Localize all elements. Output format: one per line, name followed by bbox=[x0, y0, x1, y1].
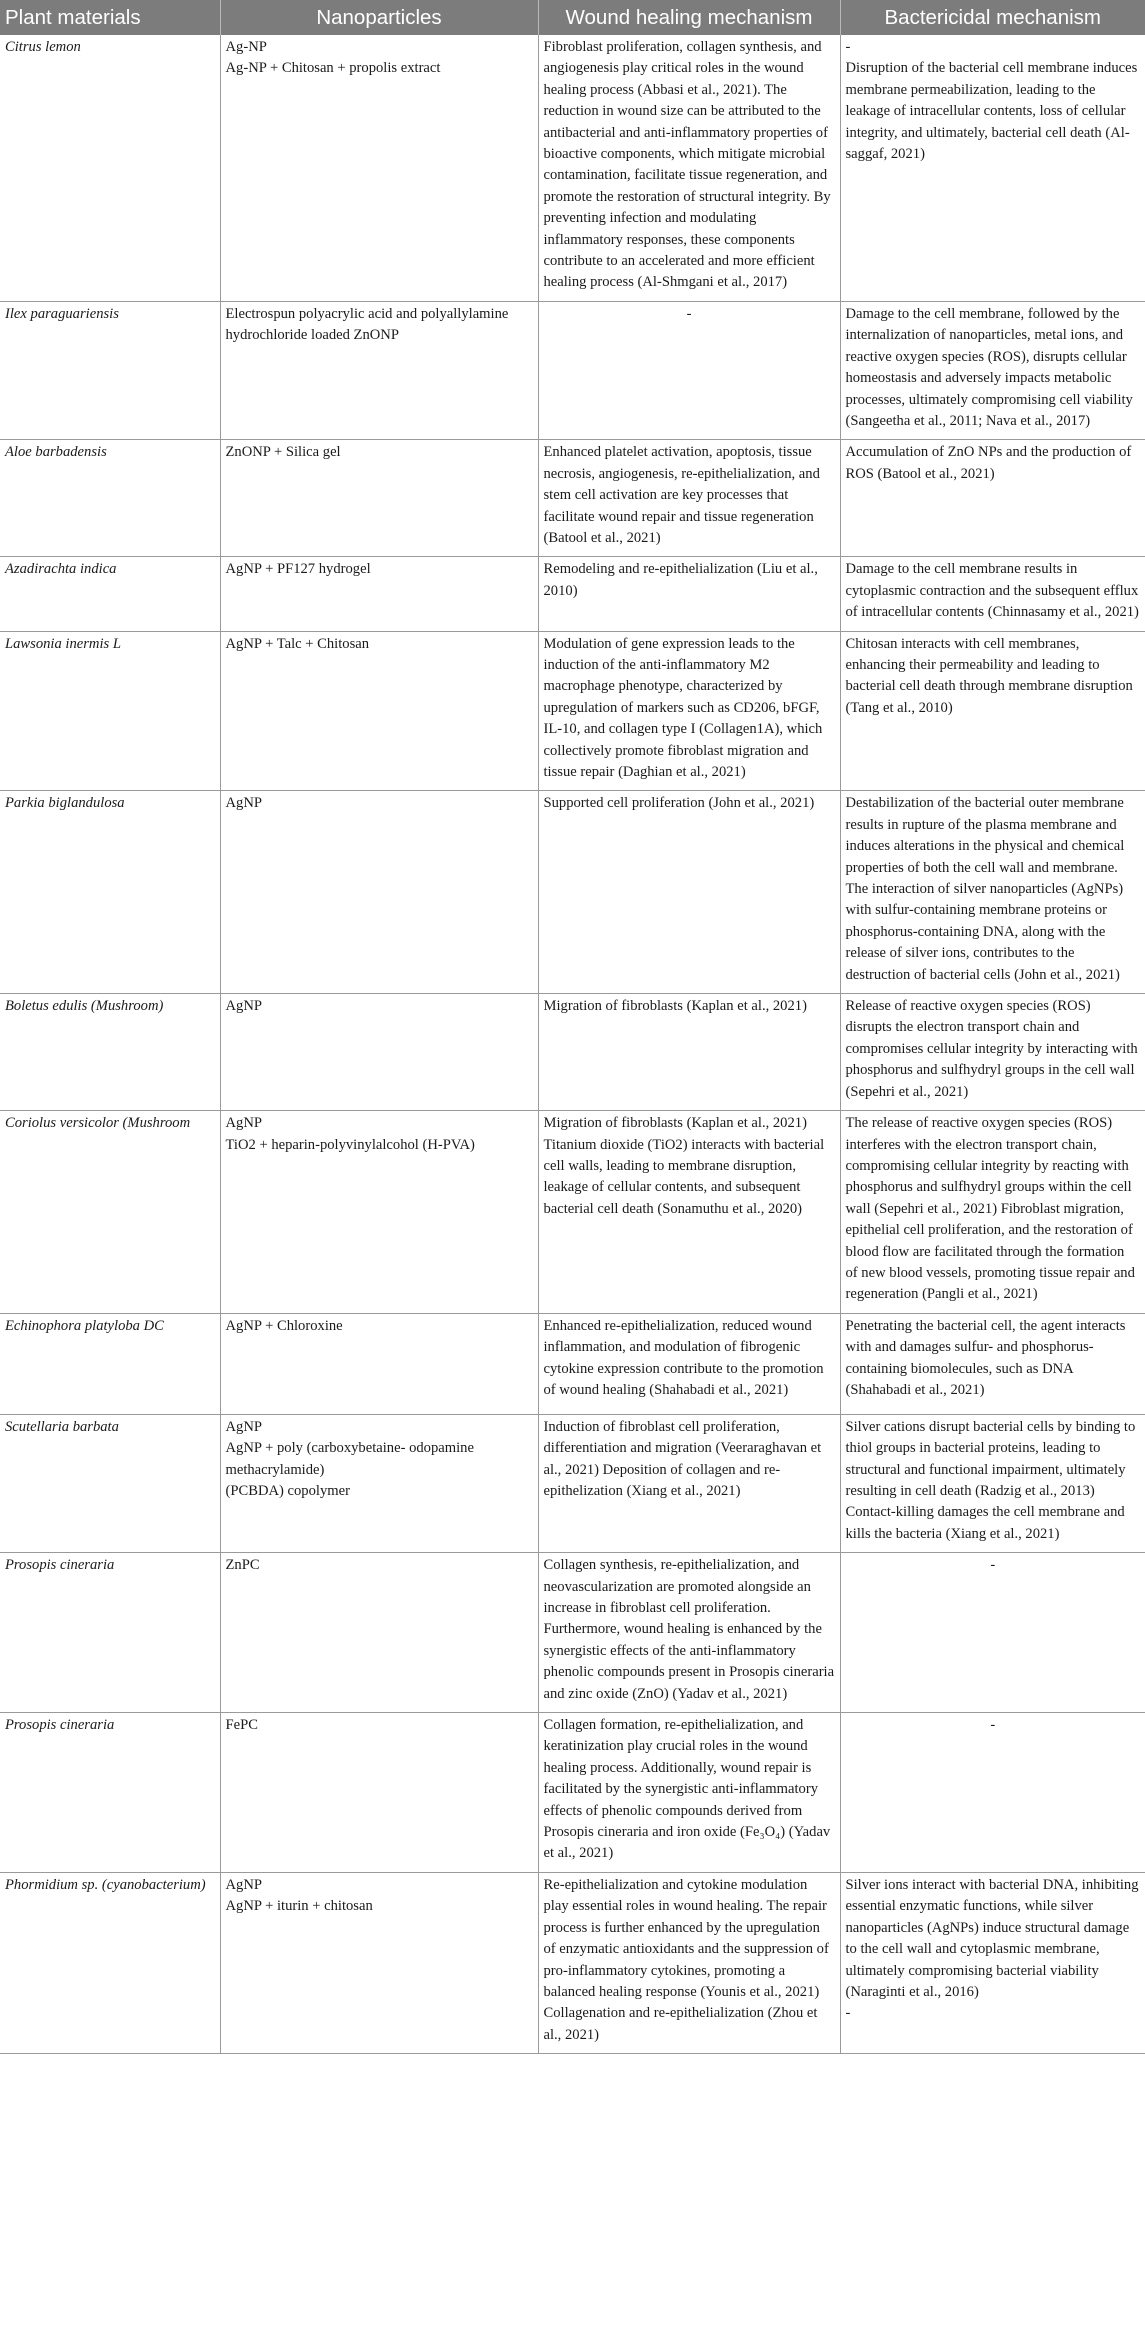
wound-healing-text: Collagen formation, re-epithelialization, and keratinization play crucial roles in the wound healing process. Additionally, wound repair is facilitated by the synergistic anti-inflammatory effects of phenolic compounds derived from Prosopis cineraria and iron oxide (Fe₃O₄) (Yadav et al., 2021) bbox=[543, 1717, 831, 1862]
wound-healing-text: Modulation of gene expression leads to the induction of the anti-inflammatory M2 macrophage phenotype, characterized by upregulation of markers such as CD206, bFGF, IL-10, and collagen type I (Collagen1A), which collectively promote fibroblast migration and tissue repair (Daghian et al., 2021) bbox=[543, 635, 823, 780]
nanoparticle-entry: FePC bbox=[225, 1717, 258, 1734]
cell-nanoparticles bbox=[220, 35, 538, 301]
cell-plant-material: Coriolus versicolor (Mushroom bbox=[0, 1111, 220, 1314]
cell-bactericidal-mechanism bbox=[840, 1313, 1145, 1414]
cell-nanoparticles bbox=[220, 557, 538, 631]
table-row bbox=[0, 1313, 1145, 1414]
nanoparticle-entry: (PCBDA) copolymer bbox=[225, 1482, 350, 1499]
nanoparticle-entry: AgNP + Chloroxine bbox=[225, 1317, 343, 1334]
nanoparticle-entry: Ag-NP bbox=[225, 39, 267, 55]
cell-wound-healing-mechanism bbox=[538, 301, 840, 439]
cell-nanoparticles bbox=[220, 791, 538, 994]
wound-healing-text: Remodeling and re-epithelialization (Liu et al., 2010) bbox=[543, 561, 818, 599]
header-plant-materials: Plant materials bbox=[0, 0, 220, 35]
cell-plant-material: Ilex paraguariensis bbox=[0, 301, 220, 439]
cell-wound-healing-mechanism bbox=[538, 440, 840, 557]
cell-wound-healing-mechanism bbox=[538, 791, 840, 994]
nanoparticle-entry: Ag-NP + Chitosan + propolis extract bbox=[225, 60, 441, 77]
nanoparticle-entry: AgNP bbox=[225, 1876, 262, 1893]
cell-bactericidal-mechanism bbox=[840, 440, 1145, 557]
nanoparticle-entry: ZnONP + Silica gel bbox=[225, 444, 341, 461]
cell-nanoparticles bbox=[220, 1872, 538, 2053]
table-row bbox=[0, 1111, 1145, 1314]
cell-wound-healing-mechanism bbox=[538, 557, 840, 631]
table-row bbox=[0, 1713, 1145, 1873]
cell-nanoparticles bbox=[220, 1414, 538, 1552]
cell-bactericidal-mechanism bbox=[840, 1872, 1145, 2053]
table-row bbox=[0, 631, 1145, 791]
cell-bactericidal-mechanism bbox=[840, 994, 1145, 1111]
cell-bactericidal-mechanism bbox=[840, 1713, 1145, 1873]
bactericidal-entry: - bbox=[845, 39, 851, 55]
header-row bbox=[0, 0, 1145, 35]
bactericidal-entry: Release of reactive oxygen species (ROS) disrupts the electron transport chain and compromises cellular integrity by interacting with phosphorus and sulfhydryl groups in the cell wall (Sepehri et al., 2021) bbox=[845, 998, 1138, 1100]
bactericidal-entry: - bbox=[990, 1557, 996, 1574]
cell-bactericidal-mechanism bbox=[840, 791, 1145, 994]
cell-plant-material: Lawsonia inermis L bbox=[0, 631, 220, 791]
wound-healing-text: Collagen synthesis, re-epithelialization, and neovascularization are promoted alongside an increase in fibroblast cell proliferation. Furthermore, wound healing is enhanced by the synergistic effects of the anti-inflammatory phenolic compounds present in Prosopis cineraria and zinc oxide (ZnO) (Yadav et al., 2021) bbox=[543, 1557, 835, 1702]
bactericidal-entry: Damage to the cell membrane, followed by the internalization of nanoparticles, metal ions, and reactive oxygen species (ROS), disrupts cellular homeostasis and adversely impacts metabolic processes, ultimately compromising cell viability (Sangeetha et al., 2011; Nava et al., 2017) bbox=[845, 305, 1133, 429]
cell-wound-healing-mechanism bbox=[538, 1313, 840, 1414]
table-body bbox=[0, 35, 1145, 2054]
cell-wound-healing-mechanism bbox=[538, 1111, 840, 1314]
bactericidal-entry: Accumulation of ZnO NPs and the production of ROS (Batool et al., 2021) bbox=[845, 444, 1132, 482]
nanoparticle-entry: AgNP + poly (carboxybetaine- odopamine methacrylamide) bbox=[225, 1440, 474, 1478]
cell-wound-healing-mechanism bbox=[538, 1713, 840, 1873]
header-bactericidal-mechanism: Bactericidal mechanism bbox=[840, 0, 1145, 35]
table-row bbox=[0, 1553, 1145, 1713]
cell-wound-healing-mechanism bbox=[538, 35, 840, 301]
bactericidal-entry: Silver cations disrupt bacterial cells by binding to thiol groups in bacterial proteins, leading to structural and functional impairment, ultimately resulting in cell death (Radzig et al., 2013) bbox=[845, 1418, 1136, 1499]
wound-healing-text: Migration of fibroblasts (Kaplan et al., 2021) Titanium dioxide (TiO2) interacts with bacterial cell walls, leading to membrane disruption, leakage of cellular contents, and subsequent bacterial cell death (Sonamuthu et al., 2020) bbox=[543, 1115, 825, 1217]
wound-healing-text: - bbox=[686, 305, 692, 322]
nanoparticle-entry: AgNP bbox=[225, 998, 262, 1015]
table-row bbox=[0, 557, 1145, 631]
cell-plant-material: Parkia biglandulosa bbox=[0, 791, 220, 994]
bactericidal-entry: - bbox=[845, 2005, 851, 2022]
nanoparticle-entry: AgNP + iturin + chitosan bbox=[225, 1898, 373, 1915]
header-nanoparticles: Nanoparticles bbox=[220, 0, 538, 35]
cell-bactericidal-mechanism bbox=[840, 631, 1145, 791]
cell-nanoparticles bbox=[220, 1313, 538, 1414]
cell-bactericidal-mechanism bbox=[840, 557, 1145, 631]
cell-nanoparticles bbox=[220, 631, 538, 791]
cell-wound-healing-mechanism bbox=[538, 1553, 840, 1713]
cell-plant-material: Aloe barbadensis bbox=[0, 440, 220, 557]
nanoparticle-entry: AgNP bbox=[225, 1115, 262, 1132]
bactericidal-entry: Contact-killing damages the cell membrane and kills the bacteria (Xiang et al., 2021) bbox=[845, 1504, 1125, 1542]
cell-bactericidal-mechanism bbox=[840, 301, 1145, 439]
bactericidal-entry: - bbox=[990, 1717, 996, 1734]
nanoparticle-entry: AgNP + PF127 hydrogel bbox=[225, 561, 371, 578]
cell-bactericidal-mechanism bbox=[840, 1111, 1145, 1314]
bactericidal-entry: Disruption of the bacterial cell membrane induces membrane permeabilization, leading to the leakage of intracellular contents, loss of cellular integrity, and ultimately, bacterial cell death (Al-saggaf, 2021) bbox=[845, 60, 1138, 163]
cell-plant-material: Phormidium sp. (cyanobacterium) bbox=[0, 1872, 220, 2053]
cell-plant-material: Prosopis cineraria bbox=[0, 1713, 220, 1873]
table-row bbox=[0, 440, 1145, 557]
cell-bactericidal-mechanism bbox=[840, 35, 1145, 301]
nanoparticle-entry: AgNP bbox=[225, 1418, 262, 1435]
cell-wound-healing-mechanism bbox=[538, 631, 840, 791]
wound-healing-text: Supported cell proliferation (John et al., 2021) bbox=[543, 795, 815, 812]
table-row bbox=[0, 301, 1145, 439]
table-row bbox=[0, 791, 1145, 994]
cell-plant-material: Citrus lemon bbox=[0, 35, 220, 301]
wound-healing-text: Enhanced platelet activation, apoptosis, tissue necrosis, angiogenesis, re-epithelialization, and stem cell activation are key processes that facilitate wound repair and tissue regeneration (Batool et al., 2021) bbox=[543, 444, 820, 546]
bactericidal-entry: Destabilization of the bacterial outer membrane results in rupture of the plasma membrane and induces alterations in the physical and chemical properties of both the cell wall and membrane. The interaction of silver nanoparticles (AgNPs) with sulfur-containing membrane proteins or phosphorus-containing DNA, along with the release of silver ions, contributes to the destruction of bacterial cells (John et al., 2021) bbox=[845, 795, 1125, 983]
cell-wound-healing-mechanism bbox=[538, 994, 840, 1111]
bactericidal-entry: Silver ions interact with bacterial DNA, inhibiting essential enzymatic functions, while silver nanoparticles (AgNPs) induce structural damage to the cell wall and cytoplasmic membrane, ultimately compromising bacterial viability (Naraginti et al., 2016) bbox=[845, 1876, 1139, 2000]
cell-nanoparticles bbox=[220, 440, 538, 557]
cell-wound-healing-mechanism bbox=[538, 1872, 840, 2053]
cell-bactericidal-mechanism bbox=[840, 1414, 1145, 1552]
table-row bbox=[0, 994, 1145, 1111]
bactericidal-entry: Damage to the cell membrane results in cytoplasmic contraction and the subsequent efflux of intracellular contents (Chinnasamy et al., 2021) bbox=[845, 561, 1139, 621]
bactericidal-entry: The release of reactive oxygen species (ROS) interferes with the electron transport chain, compromising cellular integrity by reacting with phosphorus and sulfhydryl groups within the cell wall (Sepehri et al., 2021) Fibroblast migration, epithelial cell proliferation, and the restoration of blood flow are facilitated through the formation of new blood vessels, promoting tissue repair and regeneration (Pangli et al., 2021) bbox=[845, 1115, 1135, 1303]
wound-healing-text: Re-epithelialization and cytokine modulation play essential roles in wound healing. The repair process is further enhanced by the upregulation of enzymatic antioxidants and the suppression of pro-inflammatory cytokines, promoting a balanced healing response (Younis et al., 2021) Collagenation and re-epithelialization (Zhou et al., 2021) bbox=[543, 1876, 829, 2043]
wound-healing-text: Migration of fibroblasts (Kaplan et al., 2021) bbox=[543, 998, 807, 1015]
cell-nanoparticles bbox=[220, 994, 538, 1111]
wound-healing-text: Induction of fibroblast cell proliferation, differentiation and migration (Veeraraghavan et al., 2021) Deposition of collagen and re-epithelization (Xiang et al., 2021) bbox=[543, 1418, 822, 1499]
cell-nanoparticles bbox=[220, 1713, 538, 1873]
cell-plant-material: Boletus edulis (Mushroom) bbox=[0, 994, 220, 1111]
cell-wound-healing-mechanism bbox=[538, 1414, 840, 1552]
bactericidal-entry: Penetrating the bacterial cell, the agent interacts with and damages sulfur- and phosphorus-containing biomolecules, such as DNA (Shahabadi et al., 2021) bbox=[845, 1317, 1126, 1398]
wound-healing-text: Fibroblast proliferation, collagen synthesis, and angiogenesis play critical roles in the wound healing process (Abbasi et al., 2021). The reduction in wound size can be attributed to the antibacterial and anti-inflammatory properties of bioactive components, which mitigate microbial contamination, facilitate tissue regeneration, and promote the restoration of structural integrity. By preventing infection and modulating inflammatory responses, these components contribute to an accelerated and more efficient healing process (Al-Shmgani et al., 2017) bbox=[543, 39, 831, 291]
table-header bbox=[0, 0, 1145, 35]
cell-plant-material: Azadirachta indica bbox=[0, 557, 220, 631]
table-row bbox=[0, 35, 1145, 301]
table-row bbox=[0, 1414, 1145, 1552]
cell-plant-material: Prosopis cineraria bbox=[0, 1553, 220, 1713]
cell-bactericidal-mechanism bbox=[840, 1553, 1145, 1713]
nanoparticle-entry: AgNP bbox=[225, 795, 262, 812]
nanoparticle-entry: ZnPC bbox=[225, 1557, 260, 1574]
cell-nanoparticles bbox=[220, 1553, 538, 1713]
cell-plant-material: Scutellaria barbata bbox=[0, 1414, 220, 1552]
table-row bbox=[0, 1872, 1145, 2053]
nanoparticle-entry: Electrospun polyacrylic acid and polyallylamine hydrochloride loaded ZnONP bbox=[225, 305, 509, 344]
header-wound-healing-mechanism: Wound healing mechanism bbox=[538, 0, 840, 35]
wound-healing-text: Enhanced re-epithelialization, reduced wound inflammation, and modulation of fibrogenic cytokine expression contribute to the promotion of wound healing (Shahabadi et al., 2021) bbox=[543, 1317, 824, 1398]
nanoparticle-entry: AgNP + Talc + Chitosan bbox=[225, 635, 370, 652]
bactericidal-entry: Chitosan interacts with cell membranes, enhancing their permeability and leading to bacterial cell death through membrane disruption (Tang et al., 2010) bbox=[845, 635, 1133, 716]
nanoparticle-entry: TiO2 + heparin-polyvinylalcohol (H-PVA) bbox=[225, 1136, 475, 1153]
cell-nanoparticles bbox=[220, 301, 538, 439]
cell-plant-material: Echinophora platyloba DC bbox=[0, 1313, 220, 1414]
cell-nanoparticles bbox=[220, 1111, 538, 1314]
